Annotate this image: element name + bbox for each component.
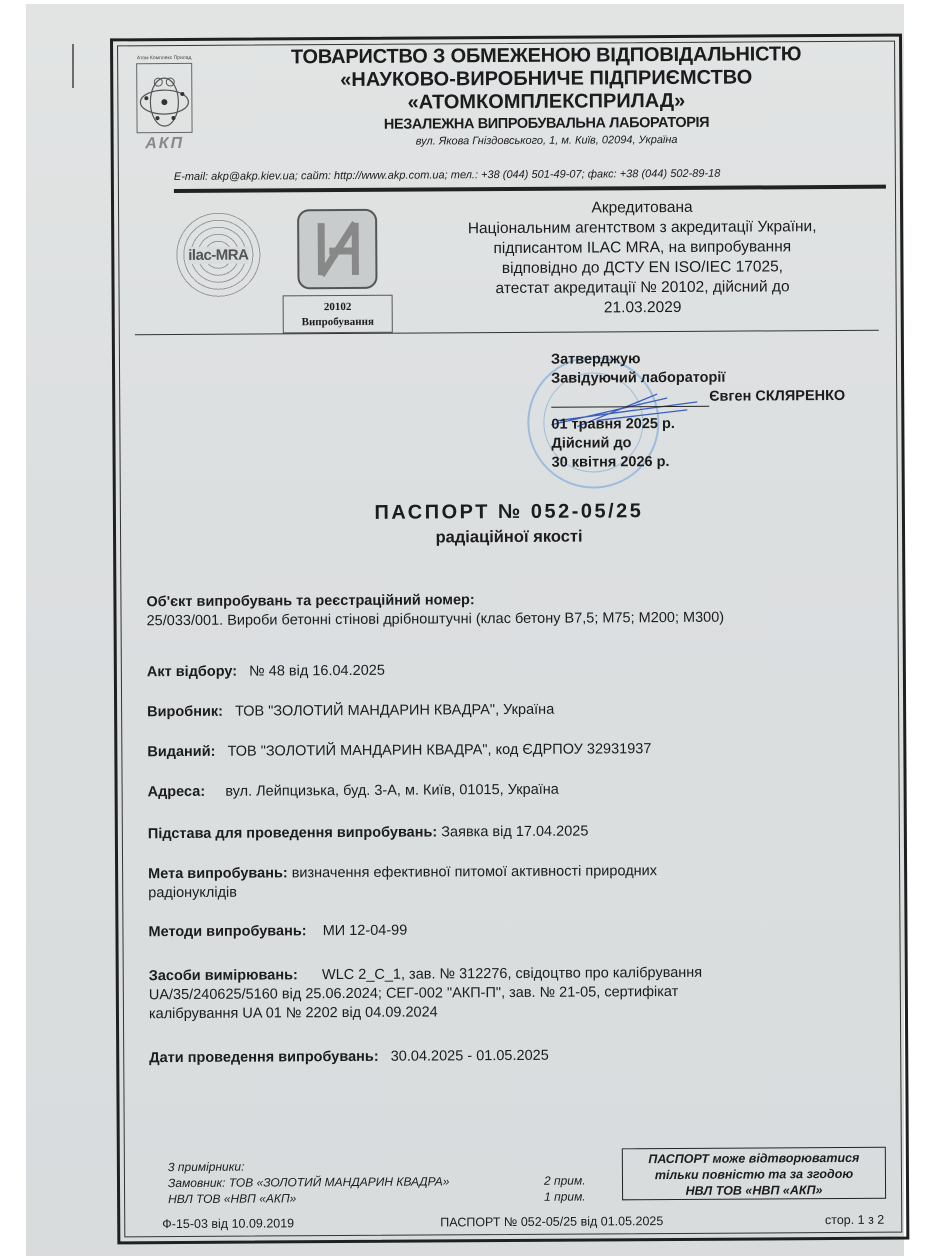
logo-caption: Атом Комплекс Прилад bbox=[136, 54, 192, 62]
copy-count: 2 прим. bbox=[543, 1173, 586, 1188]
letterhead bbox=[113, 37, 900, 192]
field-label: Дати проведення випробувань: bbox=[149, 1048, 379, 1067]
accreditation-type: Випробування bbox=[301, 315, 374, 329]
org-address: вул. Якова Гніздовського, 1, м. Київ, 02094, Україна bbox=[415, 133, 678, 148]
accreditation-line: Національним агентством з акредитації України, bbox=[467, 218, 817, 238]
field-value: UA/35/240625/5160 від 25.06.2024; СЕГ-002 "АКП-П", зав. № 21-05, сертифікат bbox=[148, 983, 679, 1004]
org-contacts: E-mail: akp@akp.kiev.ua; сайт: http://www.akp.com.ua; тел.: +38 (044) 501-49-07; факс: +38 (044) 502-89-18 bbox=[173, 167, 721, 184]
logo-akp-text: АКП bbox=[145, 134, 185, 153]
accreditation-line: 21.03.2029 bbox=[603, 298, 682, 317]
ilac-label: ilac-MRA bbox=[188, 246, 249, 264]
field-value: МИ 12-04-99 bbox=[322, 922, 408, 940]
field-value: WLC 2_C_1, зав. № 312276, свідоцтво про калібрування bbox=[321, 964, 703, 984]
field-label: Засоби вимірювань: bbox=[148, 967, 298, 985]
field-label: Акт відбору: bbox=[146, 663, 238, 681]
field-value: 30.04.2025 - 01.05.2025 bbox=[390, 1047, 549, 1065]
company-logo bbox=[135, 55, 194, 165]
accreditation-divider bbox=[135, 330, 879, 336]
form-code: Ф-15-03 від 10.09.2019 bbox=[162, 1216, 295, 1232]
field-value: ТОВ "ЗОЛОТИЙ МАНДАРИН КВАДРА", Україна bbox=[234, 701, 555, 720]
org-name-line1: ТОВАРИСТВО З ОБМЕЖЕНОЮ ВІДПОВІДАЛЬНІСТЮ bbox=[290, 43, 802, 69]
accreditation-statement bbox=[414, 197, 871, 320]
accreditation-cert-box bbox=[283, 295, 393, 334]
copies-title: 3 примірники: bbox=[167, 1159, 245, 1175]
copy-count: 1 прим. bbox=[544, 1189, 586, 1204]
valid-until-date: 30 квітня 2026 р. bbox=[551, 454, 670, 471]
approve-label: Затверджую bbox=[550, 351, 641, 368]
field-value: ТОВ "ЗОЛОТИЙ МАНДАРИН КВАДРА", код ЄДРПОУ 32931937 bbox=[227, 741, 652, 760]
field-label: Виробник: bbox=[147, 703, 223, 721]
copy-recipient: НВЛ ТОВ «НВП «АКП» bbox=[168, 1191, 297, 1207]
field-value: № 48 від 16.04.2025 bbox=[249, 662, 385, 680]
org-name-line2: «НАУКОВО-ВИРОБНИЧЕ ПІДПРИЄМСТВО bbox=[340, 66, 753, 92]
document-page bbox=[26, 4, 904, 1256]
field-value: радіонуклідів bbox=[148, 884, 237, 902]
margin-mark bbox=[72, 44, 74, 88]
document-frame bbox=[110, 34, 909, 1245]
accreditation-line: відповідно до ДСТУ EN ISO/IEC 17025, bbox=[501, 258, 784, 278]
reproduction-notice bbox=[622, 1147, 886, 1201]
organization-block bbox=[213, 43, 880, 151]
accreditation-line: атестат акредитації № 20102, дійсний до bbox=[495, 278, 790, 298]
field-label: Виданий: bbox=[147, 743, 216, 761]
accreditation-block bbox=[114, 197, 901, 342]
copy-recipient: Замовник: ТОВ «ЗОЛОТИЙ МАНДАРИН КВАДРА» bbox=[167, 1174, 450, 1191]
accreditation-number: 20102 bbox=[323, 300, 352, 314]
document-reference: ПАСПОРТ № 052-05/25 від 01.05.2025 bbox=[440, 1214, 664, 1230]
field-value: Заявка від 17.04.2025 bbox=[441, 823, 589, 841]
passport-title-block bbox=[116, 499, 902, 550]
field-instruments bbox=[149, 963, 885, 1024]
field-label: Методи випробувань: bbox=[148, 923, 307, 941]
valid-until-label: Дійсний до bbox=[551, 435, 632, 452]
page-number: стор. 1 з 2 bbox=[824, 1212, 885, 1228]
field-value: визначення ефективної питомої активності природних bbox=[291, 863, 658, 882]
field-label: Об'єкт випробувань та реєстраційний номер: bbox=[146, 592, 475, 611]
notice-line: ПАСПОРТ може відтворюватися bbox=[648, 1150, 860, 1167]
field-object bbox=[146, 589, 882, 631]
field-label: Мета випробувань: bbox=[148, 865, 288, 883]
notice-line: НВЛ ТОВ «НВП «АКП» bbox=[685, 1183, 823, 1198]
signature-line bbox=[551, 388, 709, 408]
copies-list bbox=[168, 1157, 450, 1207]
approval-block bbox=[551, 349, 892, 473]
copies-counts bbox=[544, 1173, 586, 1205]
passport-title: ПАСПОРТ № 052-05/25 bbox=[374, 500, 644, 524]
approver-position: Завідуючий лабораторії bbox=[551, 369, 726, 387]
lab-name: НЕЗАЛЕЖНА ВИПРОБУВАЛЬНА ЛАБОРАТОРІЯ bbox=[383, 114, 710, 133]
field-label: Підстава для проведення випробувань: bbox=[147, 824, 438, 843]
field-value: вул. Лейпцизька, буд. 3-А, м. Київ, 01015, Україна bbox=[225, 781, 559, 800]
field-label: Адреса: bbox=[147, 783, 206, 801]
passport-subtitle: радіаційної якості bbox=[435, 527, 583, 547]
org-name-line3: «АТОМКОМПЛЕКСПРИЛАД» bbox=[407, 89, 686, 114]
notice-line: тільки повністю та за згодою bbox=[654, 1166, 854, 1183]
approver-name: Євген СКЛЯРЕНКО bbox=[709, 387, 846, 405]
ilac-mra-logo-icon bbox=[172, 208, 265, 301]
field-value: 25/033/001. Вироби бетонні стінові дрібноштучні (клас бетону В7,5; М75; М200; М300) bbox=[146, 609, 725, 630]
approval-date: 01 травня 2025 р. bbox=[551, 415, 675, 433]
accreditation-line: підписантом ILAC MRA, на випробування bbox=[493, 238, 792, 258]
nac-accreditation-logo-icon bbox=[297, 209, 377, 289]
field-value: калібрування UA 01 № 2202 від 04.09.2024 bbox=[148, 1004, 438, 1023]
accreditation-line: Акредитована bbox=[591, 198, 693, 217]
owl-atom-icon bbox=[136, 63, 192, 133]
field-purpose bbox=[148, 861, 884, 903]
